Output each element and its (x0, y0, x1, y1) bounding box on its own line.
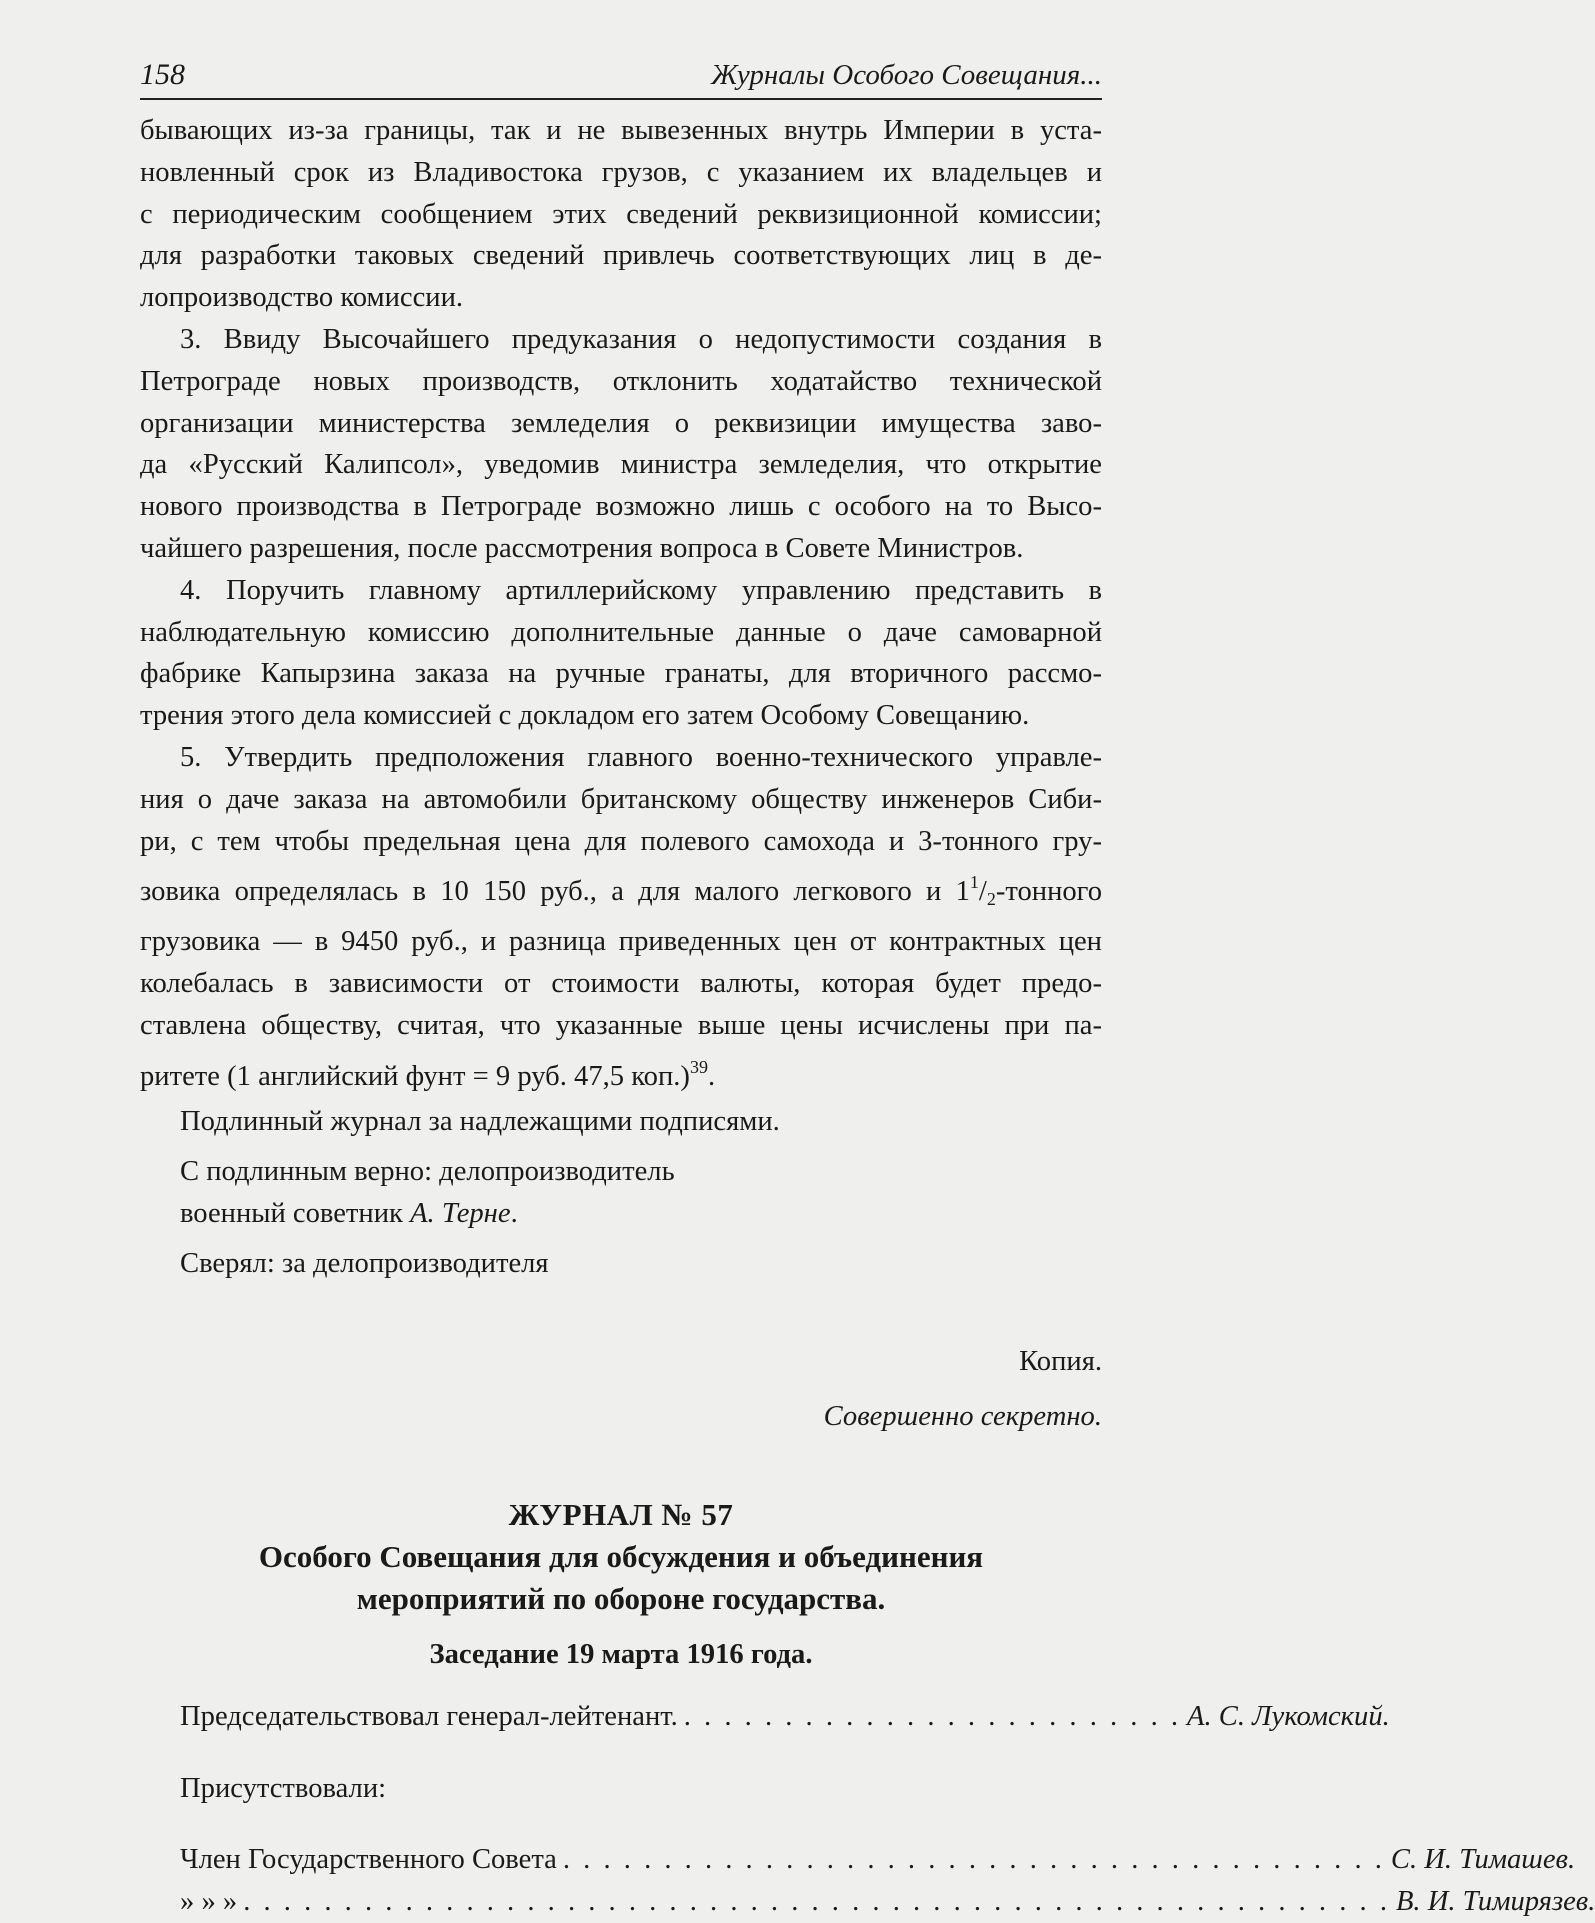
text-fragment: зовика определялась в 10 150 руб., а для малого легкового и 1 (140, 876, 970, 908)
text-line: ставлена обществу, считая, что указанные выше цены исчислены при па- (140, 1009, 1102, 1041)
text-line: 5. Утвердить предположения главного военно-технического управле- (180, 741, 1102, 773)
text-line: да «Русский Калипсол», уведомив министра земледелия, что открытие (140, 449, 1102, 481)
paragraph-item-4 (140, 570, 1102, 737)
member-row (140, 1881, 1595, 1923)
text-line: фабрике Капырзина заказа на ручные гранаты, для вторичного рассмо- (140, 658, 1102, 690)
original-note: Подлинный журнал за надлежащими подписями. (180, 1106, 780, 1138)
leader-dots: . . . . . . . . . . . . . . . . . . . . . . . . . . . . . . . . . . . . . . . . . . . . . . . . . . . . . . . . . (243, 1886, 1390, 1918)
chair-row (140, 1696, 1390, 1738)
fraction-slash: / (978, 876, 987, 908)
text-line: нового производства в Петрограде возможно лишь с особого на то Высо- (140, 491, 1102, 523)
text-line: трения этого дела комиссией с докладом его затем Особому Совещанию. (140, 700, 1030, 732)
text-line: чайшего разрешения, после рассмотрения вопроса в Совете Министров. (140, 532, 1024, 564)
text-fragment: военный советник (180, 1197, 411, 1229)
text-line: ния о даче заказа на автомобили британскому обществу инженеров Сиби- (140, 783, 1102, 815)
text-line: с периодическим сообщением этих сведений реквизиционной комиссии; (140, 198, 1102, 230)
text-fragment: . (707, 1060, 716, 1092)
text-line: лопроизводство комиссии. (140, 282, 464, 314)
member-row (140, 1839, 1576, 1881)
present-label: Присутствовали: (180, 1772, 387, 1804)
fraction-denominator: 2 (986, 889, 996, 910)
chair-name: А. С. Лукомский. (1187, 1700, 1390, 1732)
running-header (140, 58, 1102, 100)
text-line: организации министерства земледелия о реквизиции имущества заво- (140, 407, 1102, 439)
paragraph-item-5 (140, 737, 1102, 1097)
certification-line: С подлинным верно: делопроизводитель (180, 1156, 675, 1188)
text-line: Петрограде новых производств, отклонить ходатайство технической (140, 365, 1102, 397)
text-line: бывающих из-за границы, так и не вывезенных внутрь Империи в уста- (140, 115, 1102, 146)
text-line (140, 862, 1102, 921)
certification (140, 1151, 1102, 1235)
leader-dots: . . . . . . . . . . . . . . . . . . . . . . . . . . . . . . . . . . . . . . . . . (562, 1844, 1385, 1876)
leader-dots: . . . . . . . . . . . . . . . . . . . . . . . . . (683, 1700, 1182, 1732)
footnote-ref: 39 (689, 1056, 708, 1077)
text-line: грузовика — в 9450 руб., и разница приведенных цен от контрактных цен (140, 926, 1102, 958)
page-number: 158 (140, 58, 185, 91)
session-date: Заседание 19 марта 1916 года. (429, 1638, 813, 1670)
text-fragment: . (510, 1197, 518, 1229)
text-line: колебалась в зависимости от стоимости валюты, которая будет предо- (140, 967, 1102, 999)
copy-mark: Копия. (1019, 1345, 1102, 1377)
secret-mark: Совершенно секретно. (823, 1401, 1102, 1433)
text-line: новленный срок из Владивостока грузов, с указанием их владельцев и (140, 156, 1102, 188)
journal-title-line: Особого Совещания для обсуждения и объединения (258, 1538, 984, 1574)
text-line: наблюдательную комиссию дополнительные данные о даче самоварной (140, 616, 1102, 648)
text-line: ри, с тем чтобы предельная цена для полевого самохода и 3-тонного гру- (140, 825, 1102, 857)
text-line: 3. Ввиду Высочайшего предуказания о недопустимости создания в (180, 323, 1102, 355)
checked-note: Сверял: за делопроизводителя (180, 1247, 549, 1279)
text-fragment: ритете (1 английский фунт = 9 руб. 47,5 коп.) (140, 1060, 690, 1092)
signatory-name: А. Терне (410, 1197, 511, 1229)
fraction-numerator: 1 (969, 872, 979, 893)
text-line: 4. Поручить главному артиллерийскому управлению представить в (180, 574, 1102, 606)
paragraph-continued (140, 110, 1102, 319)
running-title: Журналы Особого Совещания... (711, 59, 1102, 91)
member-label: » » » (180, 1886, 238, 1918)
page-body (140, 110, 1595, 1923)
paragraph-item-3 (140, 319, 1102, 570)
text-line (140, 1047, 1102, 1098)
member-label: Член Государственного Совета (180, 1844, 557, 1876)
text-fragment: -тонного (995, 876, 1102, 908)
certification-line (180, 1193, 1102, 1235)
text-line: для разработки таковых сведений привлечь соответствующих лиц в де- (140, 240, 1102, 272)
member-name: В. И. Тимирязев. (1395, 1886, 1595, 1918)
member-name: С. И. Тимашев. (1390, 1844, 1576, 1876)
chair-label: Председательствовал генерал-лейтенант. (180, 1700, 678, 1732)
journal-title-line: мероприятий по обороне государства. (356, 1580, 886, 1616)
journal-number: ЖУРНАЛ № 57 (508, 1497, 734, 1533)
